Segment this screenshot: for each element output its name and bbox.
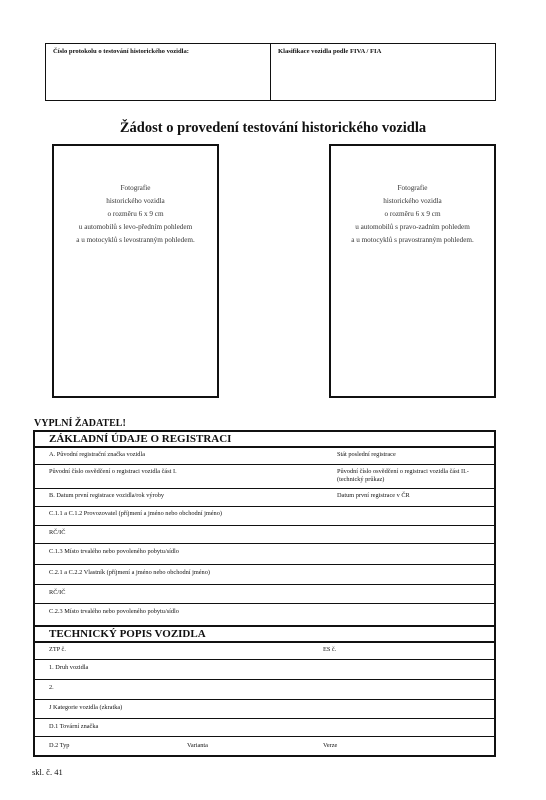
registration-heading: ZÁKLADNÍ ÚDAJE O REGISTRACI xyxy=(35,432,494,448)
owner-id-label: RČ/IČ xyxy=(49,589,66,596)
form-row-category[interactable] xyxy=(35,700,494,719)
form-row-owner-id[interactable] xyxy=(35,585,494,604)
photo-text-line: Fotografie xyxy=(120,184,151,192)
operator-residence-label: C.1.3 Místo trvalého nebo povoleného pobytu/sídlo xyxy=(49,548,179,555)
operator-label: C.1.1 a C.1.2 Provozovatel (příjmení a jméno nebo obchodní jméno) xyxy=(49,510,222,517)
form-row-two[interactable] xyxy=(35,680,494,700)
type-label: D.2 Typ xyxy=(49,742,70,749)
cert-part2-note: (technický průkaz) xyxy=(337,476,385,483)
form-row-original-plate[interactable] xyxy=(35,448,494,465)
photo-text-line: u automobilů s pravo-zadním pohledem xyxy=(355,223,470,231)
category-label: J Kategorie vozidla (zkratka) xyxy=(49,704,123,711)
photo-front-left xyxy=(52,144,219,398)
make-label: D.1 Tovární značka xyxy=(49,723,99,730)
photo-text-line: historického vozidla xyxy=(383,197,442,205)
form-row-first-registration[interactable] xyxy=(35,489,494,507)
cert-part1-label: Původní číslo osvědčení o registraci vozidla část I. xyxy=(49,468,177,475)
photo-text-line: o rozměru 6 x 9 cm xyxy=(384,210,441,218)
protocol-number-label: Číslo protokolu o testování historického vozidla: xyxy=(53,48,189,55)
photo-text-line: o rozměru 6 x 9 cm xyxy=(107,210,164,218)
classification-label: Klasifikace vozidla podle FIVA / FIA xyxy=(278,48,382,55)
photo-text-line: a u motocyklů s pravostranným pohledem. xyxy=(351,236,474,244)
ztp-label: ZTP č. xyxy=(49,646,66,653)
page-title: Žádost o provedení testování historického vozidla xyxy=(119,120,427,136)
technical-heading: TECHNICKÝ POPIS VOZIDLA xyxy=(35,625,494,643)
protocol-number-cell[interactable] xyxy=(45,43,271,101)
first-registration-cz-label: Datum první registrace v ČR xyxy=(337,492,410,499)
form-row-operator[interactable] xyxy=(35,507,494,526)
original-plate-label: A. Původní registrační značka vozidla xyxy=(49,451,145,458)
row-two-label: 2. xyxy=(49,684,54,691)
form-row-owner-residence[interactable] xyxy=(35,604,494,626)
applicant-fill-label: VYPLNÍ ŽADATEL! xyxy=(34,418,126,429)
vehicle-kind-label: 1. Druh vozidla xyxy=(49,664,89,671)
version-label: Verze xyxy=(323,742,338,749)
es-label: ES č. xyxy=(323,646,337,653)
photo-text-line: a u motocyklů s levostranným pohledem. xyxy=(76,236,195,244)
operator-id-label: RČ/IČ xyxy=(49,529,66,536)
form-row-operator-id[interactable] xyxy=(35,526,494,544)
photo-rear-right xyxy=(329,144,496,398)
application-form xyxy=(33,430,496,757)
form-row-ztp[interactable] xyxy=(35,643,494,660)
form-row-certificate[interactable] xyxy=(35,465,494,489)
photo-text-line: historického vozidla xyxy=(106,197,165,205)
variant-label: Varianta xyxy=(187,742,208,749)
form-row-vehicle-kind[interactable] xyxy=(35,660,494,680)
photo-text-line: Fotografie xyxy=(397,184,428,192)
owner-residence-label: C.2.3 Místo trvalého nebo povoleného pobytu/sídlo xyxy=(49,608,179,615)
photo-front-left-instructions xyxy=(54,182,217,247)
form-row-make[interactable] xyxy=(35,719,494,737)
first-registration-label: B. Datum první registrace vozidla/rok výroby xyxy=(49,492,165,499)
photo-text-line: u automobilů s levo-předním pohledem xyxy=(78,223,193,231)
classification-cell[interactable] xyxy=(270,43,496,101)
form-row-type[interactable] xyxy=(35,737,494,755)
form-row-operator-residence[interactable] xyxy=(35,544,494,565)
cert-part2-label: Původní číslo osvědčení o registraci vozidla část II.- xyxy=(337,468,469,475)
photo-rear-right-instructions xyxy=(331,182,494,247)
form-code: skl. č. 41 xyxy=(32,767,63,777)
last-state-label: Stát poslední registrace xyxy=(337,451,396,458)
form-row-owner[interactable] xyxy=(35,565,494,585)
owner-label: C.2.1 a C.2.2 Vlastník (příjmení a jméno nebo obchodní jméno) xyxy=(49,569,210,576)
